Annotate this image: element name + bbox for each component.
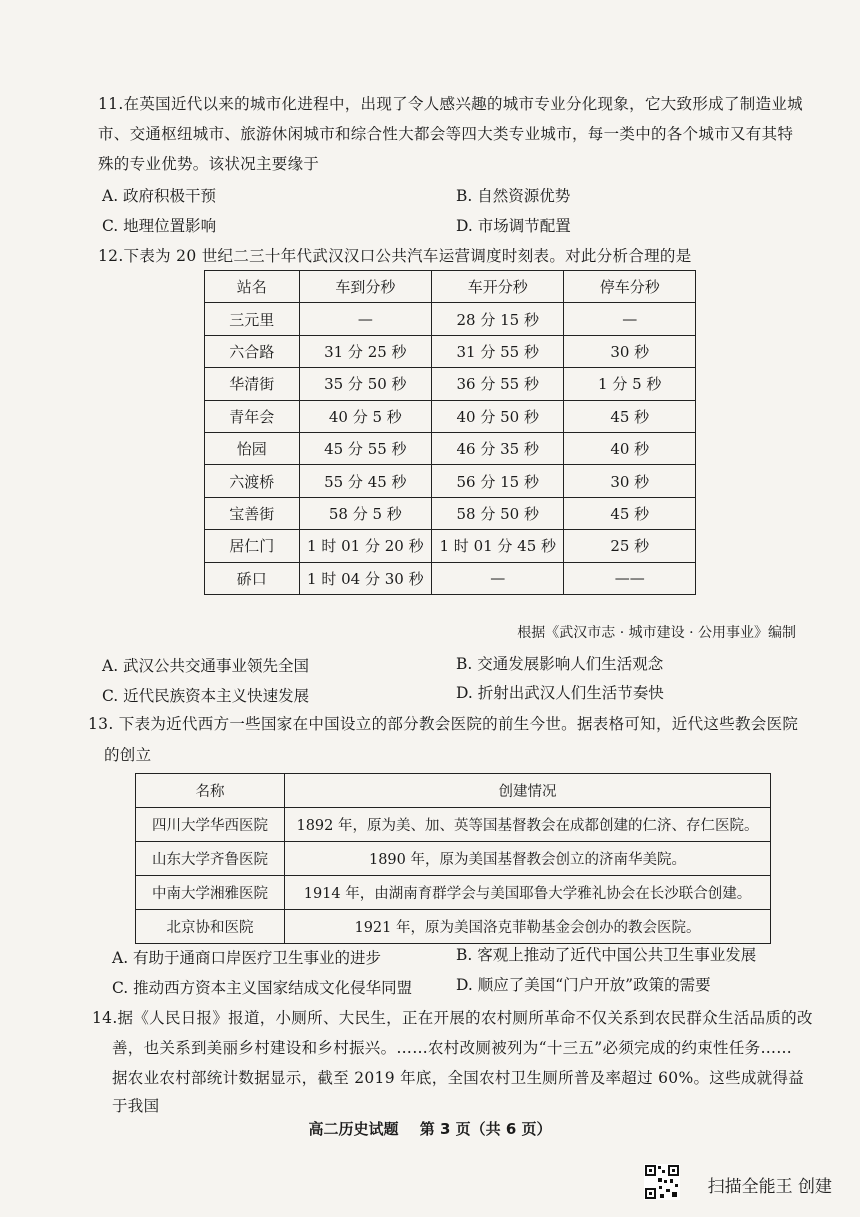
table-cell: 1921 年，原为美国洛克菲勒基金会创办的教会医院。 xyxy=(285,910,771,944)
table-cell: 四川大学华西医院 xyxy=(136,808,285,842)
table-cell: 45 秒 xyxy=(564,400,696,432)
table-row xyxy=(205,400,696,432)
table-cell: 三元里 xyxy=(205,303,300,335)
page-footer xyxy=(0,1118,860,1139)
table-header: 站名 xyxy=(205,271,300,303)
q14-line2: 善，也关系到美丽乡村建设和乡村振兴。……农村改厕被列为“十三五”必须完成的约束性任务…… xyxy=(112,1039,793,1057)
table-cell: 58 分 50 秒 xyxy=(432,497,564,529)
table-row xyxy=(136,910,771,944)
table-cell: — xyxy=(299,303,431,335)
q11-option-b: B. 自然资源优势 xyxy=(456,187,571,205)
table-cell: 1 时 04 分 30 秒 xyxy=(299,562,431,594)
table-cell: 46 分 35 秒 xyxy=(432,432,564,464)
table-cell: — xyxy=(432,562,564,594)
table-cell: 六合路 xyxy=(205,335,300,367)
table-cell: 28 分 15 秒 xyxy=(432,303,564,335)
table-cell: 40 秒 xyxy=(564,432,696,464)
table-cell: 居仁门 xyxy=(205,530,300,562)
table-cell: 30 秒 xyxy=(564,335,696,367)
q13-option-c: C. 推动西方资本主义国家结成文化侵华同盟 xyxy=(112,979,413,997)
table-cell: 30 秒 xyxy=(564,465,696,497)
table-cell: 45 秒 xyxy=(564,497,696,529)
table-row xyxy=(205,303,696,335)
table-cell: 56 分 15 秒 xyxy=(432,465,564,497)
table-cell: 宝善街 xyxy=(205,497,300,529)
q14-line1: 14.据《人民日报》报道，小厕所、大民生，正在开展的农村厕所革命不仅关系到农民群众生活品质的改 xyxy=(92,1009,813,1027)
table-cell: 31 分 25 秒 xyxy=(299,335,431,367)
table-header: 车到分秒 xyxy=(299,271,431,303)
table-cell: 北京协和医院 xyxy=(136,910,285,944)
q12-option-d: D. 折射出武汉人们生活节奏快 xyxy=(456,684,664,702)
q14-line3: 据农业农村部统计数据显示，截至 2019 年底，全国农村卫生厕所普及率超过 60%。这些成就得益 xyxy=(112,1069,805,1087)
bus-timetable xyxy=(204,270,696,595)
q12-option-a: A. 武汉公共交通事业领先全国 xyxy=(102,657,310,675)
q11-line1: 11.在英国近代以来的城市化进程中，出现了令人感兴趣的城市专业分化现象，它大致形成了制造业城 xyxy=(98,95,803,113)
table-cell: 55 分 45 秒 xyxy=(299,465,431,497)
table-cell: 山东大学齐鲁医院 xyxy=(136,842,285,876)
table-cell: —— xyxy=(564,562,696,594)
table-cell: 1 分 5 秒 xyxy=(564,368,696,400)
q11-option-d: D. 市场调节配置 xyxy=(456,217,571,235)
q12-stem: 12.下表为 20 世纪二三十年代武汉汉口公共汽车运营调度时刻表。对此分析合理的是 xyxy=(98,247,692,265)
table-cell: 硚口 xyxy=(205,562,300,594)
q13-option-a: A. 有助于通商口岸医疗卫生事业的进步 xyxy=(112,949,382,967)
table-row xyxy=(136,876,771,910)
table-cell: 1890 年，原为美国基督教会创立的济南华美院。 xyxy=(285,842,771,876)
table-row xyxy=(136,842,771,876)
table-cell: 36 分 55 秒 xyxy=(432,368,564,400)
q11-option-a: A. 政府积极干预 xyxy=(102,187,217,205)
q13-option-d: D. 顺应了美国“门户开放”政策的需要 xyxy=(456,976,711,994)
table-header-row xyxy=(136,774,771,808)
table-cell: 六渡桥 xyxy=(205,465,300,497)
table-cell: 25 秒 xyxy=(564,530,696,562)
footer-page-number: 第 3 页（共 6 页） xyxy=(419,1120,552,1138)
table-cell: 1 时 01 分 20 秒 xyxy=(299,530,431,562)
table-cell: 中南大学湘雅医院 xyxy=(136,876,285,910)
table-cell: 1 时 01 分 45 秒 xyxy=(432,530,564,562)
table-cell: 40 分 5 秒 xyxy=(299,400,431,432)
table-cell: 58 分 5 秒 xyxy=(299,497,431,529)
q11-option-c: C. 地理位置影响 xyxy=(102,217,217,235)
q11-line2: 市、交通枢纽城市、旅游休闲城市和综合性大都会等四大类专业城市，每一类中的各个城市又有其特 xyxy=(98,125,794,143)
table-header: 创建情况 xyxy=(285,774,771,808)
table-cell: — xyxy=(564,303,696,335)
table-cell: 31 分 55 秒 xyxy=(432,335,564,367)
table-cell: 1914 年，由湖南育群学会与美国耶鲁大学雅礼协会在长沙联合创建。 xyxy=(285,876,771,910)
table-cell: 华清街 xyxy=(205,368,300,400)
table-row xyxy=(205,530,696,562)
qr-code-icon xyxy=(644,1164,680,1200)
q13-line2: 的创立 xyxy=(104,746,152,764)
table-row xyxy=(205,562,696,594)
q14-line4: 于我国 xyxy=(112,1097,160,1115)
table-header: 名称 xyxy=(136,774,285,808)
table-cell: 怡园 xyxy=(205,432,300,464)
q13-line1: 13. 下表为近代西方一些国家在中国设立的部分教会医院的前生今世。据表格可知，近代这些教会医院 xyxy=(88,715,799,733)
table-cell: 青年会 xyxy=(205,400,300,432)
hospital-table xyxy=(135,773,771,944)
table-cell: 45 分 55 秒 xyxy=(299,432,431,464)
table-row xyxy=(205,335,696,367)
q13-option-b: B. 客观上推动了近代中国公共卫生事业发展 xyxy=(456,946,757,964)
q11-line3: 殊的专业优势。该状况主要缘于 xyxy=(98,155,320,173)
table-header: 停车分秒 xyxy=(564,271,696,303)
q12-option-b: B. 交通发展影响人们生活观念 xyxy=(456,655,664,673)
table-row xyxy=(205,368,696,400)
q12-option-c: C. 近代民族资本主义快速发展 xyxy=(102,687,310,705)
table-row xyxy=(136,808,771,842)
table-cell: 1892 年，原为美、加、英等国基督教会在成都创建的仁济、存仁医院。 xyxy=(285,808,771,842)
table-row xyxy=(205,497,696,529)
table-cell: 35 分 50 秒 xyxy=(299,368,431,400)
scanner-watermark: 扫描全能王 创建 xyxy=(707,1177,832,1197)
table-row xyxy=(205,432,696,464)
table-header: 车开分秒 xyxy=(432,271,564,303)
table-header-row xyxy=(205,271,696,303)
footer-subject: 高二历史试题 xyxy=(308,1120,399,1138)
table-row xyxy=(205,465,696,497)
table-cell: 40 分 50 秒 xyxy=(432,400,564,432)
table-source-note: 根据《武汉市志 · 城市建设 · 公用事业》编制 xyxy=(517,625,796,641)
